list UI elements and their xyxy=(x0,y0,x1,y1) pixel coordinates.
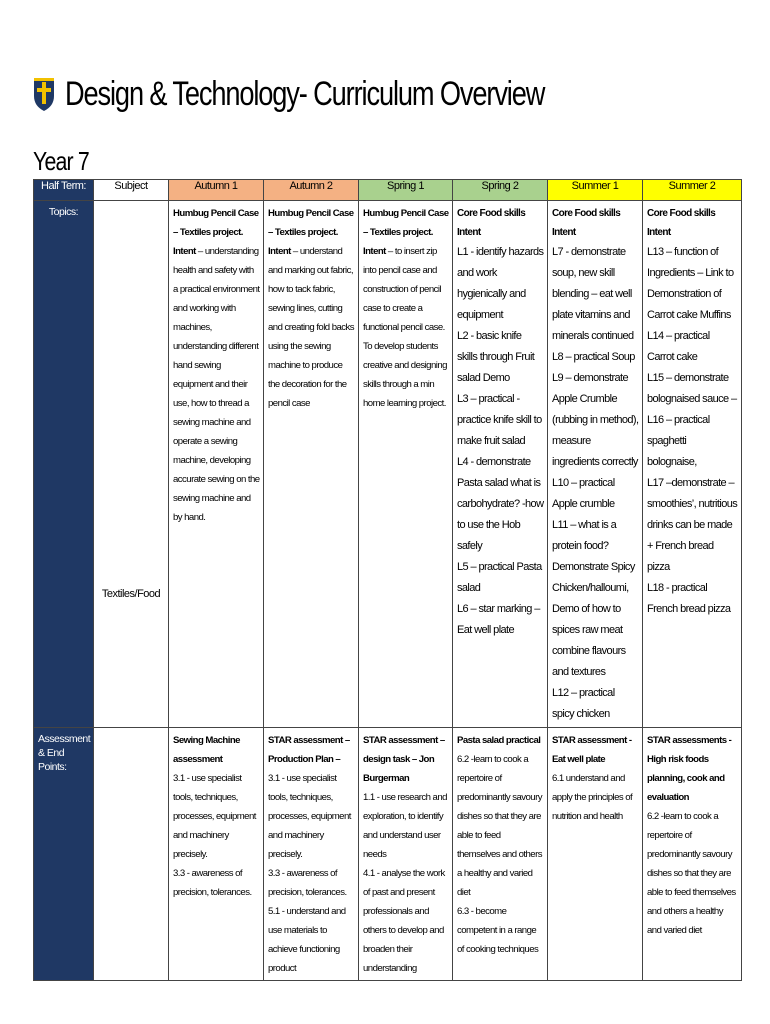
intent-label: Intent xyxy=(363,246,386,257)
intent-label: Intent xyxy=(647,227,671,238)
topic-cell-autumn-2 xyxy=(264,201,359,728)
intent-label: Intent xyxy=(552,227,576,238)
assessment-body: 1.1 - use research and exploration, to identify and understand user needs 4.1 - analyse the work of past and present professionals and others to develop and broaden their understanding xyxy=(363,792,447,974)
topic-body: – understand and marking out fabric, how to tack fabric, sewing lines, cutting and creating fold backs using the sewing machine to produce the decoration for the pencil case xyxy=(268,246,355,409)
term-header-autumn-1: Autumn 1 xyxy=(169,180,264,201)
topic-body: – to insert zip into pencil case and construction of pencil case to create a functional pencil case. To develop students creative and designing skills through a min home learning project. xyxy=(363,246,447,409)
assessment-heading: Pasta salad practical xyxy=(457,735,541,746)
curriculum-table xyxy=(33,179,742,981)
assessment-body: 3.1 - use specialist tools, techniques, processes, equipment and machinery precisely. 3.3 - awareness of precision, tolerances. 5.1 - understand and use materials to achieve functioning product xyxy=(268,773,351,974)
topics-label: Topics: xyxy=(48,206,79,218)
topic-heading: Humbug Pencil Case – Textiles project. xyxy=(173,208,259,238)
assessment-label: Assessment & End Points: xyxy=(38,733,91,773)
assessment-heading: STAR assessment – Production Plan – xyxy=(268,735,350,765)
half-term-header: Half Term: xyxy=(34,180,94,201)
school-crest-icon xyxy=(33,76,55,112)
topic-heading: Humbug Pencil Case – Textiles project. xyxy=(363,208,449,238)
assessment-heading: STAR assessment -Eat well plate xyxy=(552,735,632,765)
topic-heading: Core Food skills xyxy=(647,208,716,219)
topic-body: L13 – function of Ingredients – Link to Demonstration of Carrot cake Muffins L14 – practical Carrot cake L15 – demonstrate bolognaised sauce – L16 – practical spaghetti bolognaise, L17 –demonstrate – smoothies’, nutritious drinks can be made + French bread pizza L18 - practical French bread pizza xyxy=(647,246,738,615)
page-header xyxy=(33,64,664,124)
assessment-cell-spring-1 xyxy=(359,728,453,981)
assessment-heading: STAR assessments -High risk foods planning, cook and evaluation xyxy=(647,735,732,803)
topic-body: – understanding health and safety with a practical environment and working with machines, understanding different hand sewing equipment and their use, how to thread a sewing machine and operate a sewing machine, developing accurate sewing on the sewing machine and by hand. xyxy=(173,246,260,523)
year-heading: Year 7 xyxy=(33,146,89,176)
assessment-cell-spring-2 xyxy=(453,728,548,981)
topics-row xyxy=(34,201,742,728)
term-header-summer-1: Summer 1 xyxy=(548,180,643,201)
assessment-body: 6.2 -learn to cook a repertoire of predominantly savoury dishes so that they are able to feed themselves and others a healthy and varied diet 6.3 - become competent in a range of cooking techniques xyxy=(457,754,542,955)
topic-body: L1 - identify hazards and work hygienically and equipment L2 - basic knife skills through Fruit salad Demo L3 – practical - practice knife skill to make fruit salad L4 - demonstrate Pasta salad what is carbohydrate? -how to use the Hob safely L5 – practical Pasta salad L6 – star marking – Eat well plate xyxy=(457,246,544,636)
intent-label: Intent xyxy=(457,227,481,238)
assessment-cell-summer-2 xyxy=(643,728,742,981)
subject-value: Textiles/Food xyxy=(101,588,161,600)
assessment-body: 6.1 understand and apply the principles of nutrition and health xyxy=(552,773,633,822)
assessment-cell-summer-1 xyxy=(548,728,643,981)
term-header-spring-1: Spring 1 xyxy=(359,180,453,201)
topic-cell-spring-1 xyxy=(359,201,453,728)
assessment-body: 3.1 - use specialist tools, techniques, processes, equipment and machinery precisely. 3.3 - awareness of precision, tolerances. xyxy=(173,773,256,898)
topic-cell-spring-2 xyxy=(453,201,548,728)
subject-header: Subject xyxy=(94,180,169,201)
assessment-cell-autumn-1 xyxy=(169,728,264,981)
assessment-row xyxy=(34,728,742,981)
assessment-subject-cell xyxy=(94,728,169,981)
topic-cell-summer-2 xyxy=(643,201,742,728)
term-header-autumn-2: Autumn 2 xyxy=(264,180,359,201)
assessment-body: 6.2 -learn to cook a repertoire of predominantly savoury dishes so that they are able to feed themselves and others a healthy and varied diet xyxy=(647,811,736,936)
intent-label: Intent xyxy=(173,246,196,257)
term-header-spring-2: Spring 2 xyxy=(453,180,548,201)
term-header-summer-2: Summer 2 xyxy=(643,180,742,201)
topic-body: L7 - demonstrate soup, new skill blending – eat well plate vitamins and minerals continued L8 – practical Soup L9 – demonstrate Apple Crumble (rubbing in method), measure ingredients correctly L10 – practical Apple crumble L11 – what is a protein food? Demonstrate Spicy Chicken/halloumi, Demo of how to spices raw meat combine flavours and textures L12 – practical spicy chicken xyxy=(552,246,639,720)
header-row xyxy=(34,180,742,201)
assessment-label-cell xyxy=(34,728,94,981)
topic-heading: Humbug Pencil Case – Textiles project. xyxy=(268,208,354,238)
topic-heading: Core Food skills xyxy=(457,208,526,219)
topic-heading: Core Food skills xyxy=(552,208,621,219)
subject-cell xyxy=(94,201,169,728)
page-title: Design & Technology- Curriculum Overview xyxy=(65,74,545,113)
assessment-heading: STAR assessment – design task – Jon Burgerman xyxy=(363,735,445,784)
assessment-cell-autumn-2 xyxy=(264,728,359,981)
topic-cell-autumn-1 xyxy=(169,201,264,728)
topic-cell-summer-1 xyxy=(548,201,643,728)
assessment-heading: Sewing Machine assessment xyxy=(173,735,240,765)
intent-label: Intent xyxy=(268,246,291,257)
topics-label-cell xyxy=(34,201,94,728)
